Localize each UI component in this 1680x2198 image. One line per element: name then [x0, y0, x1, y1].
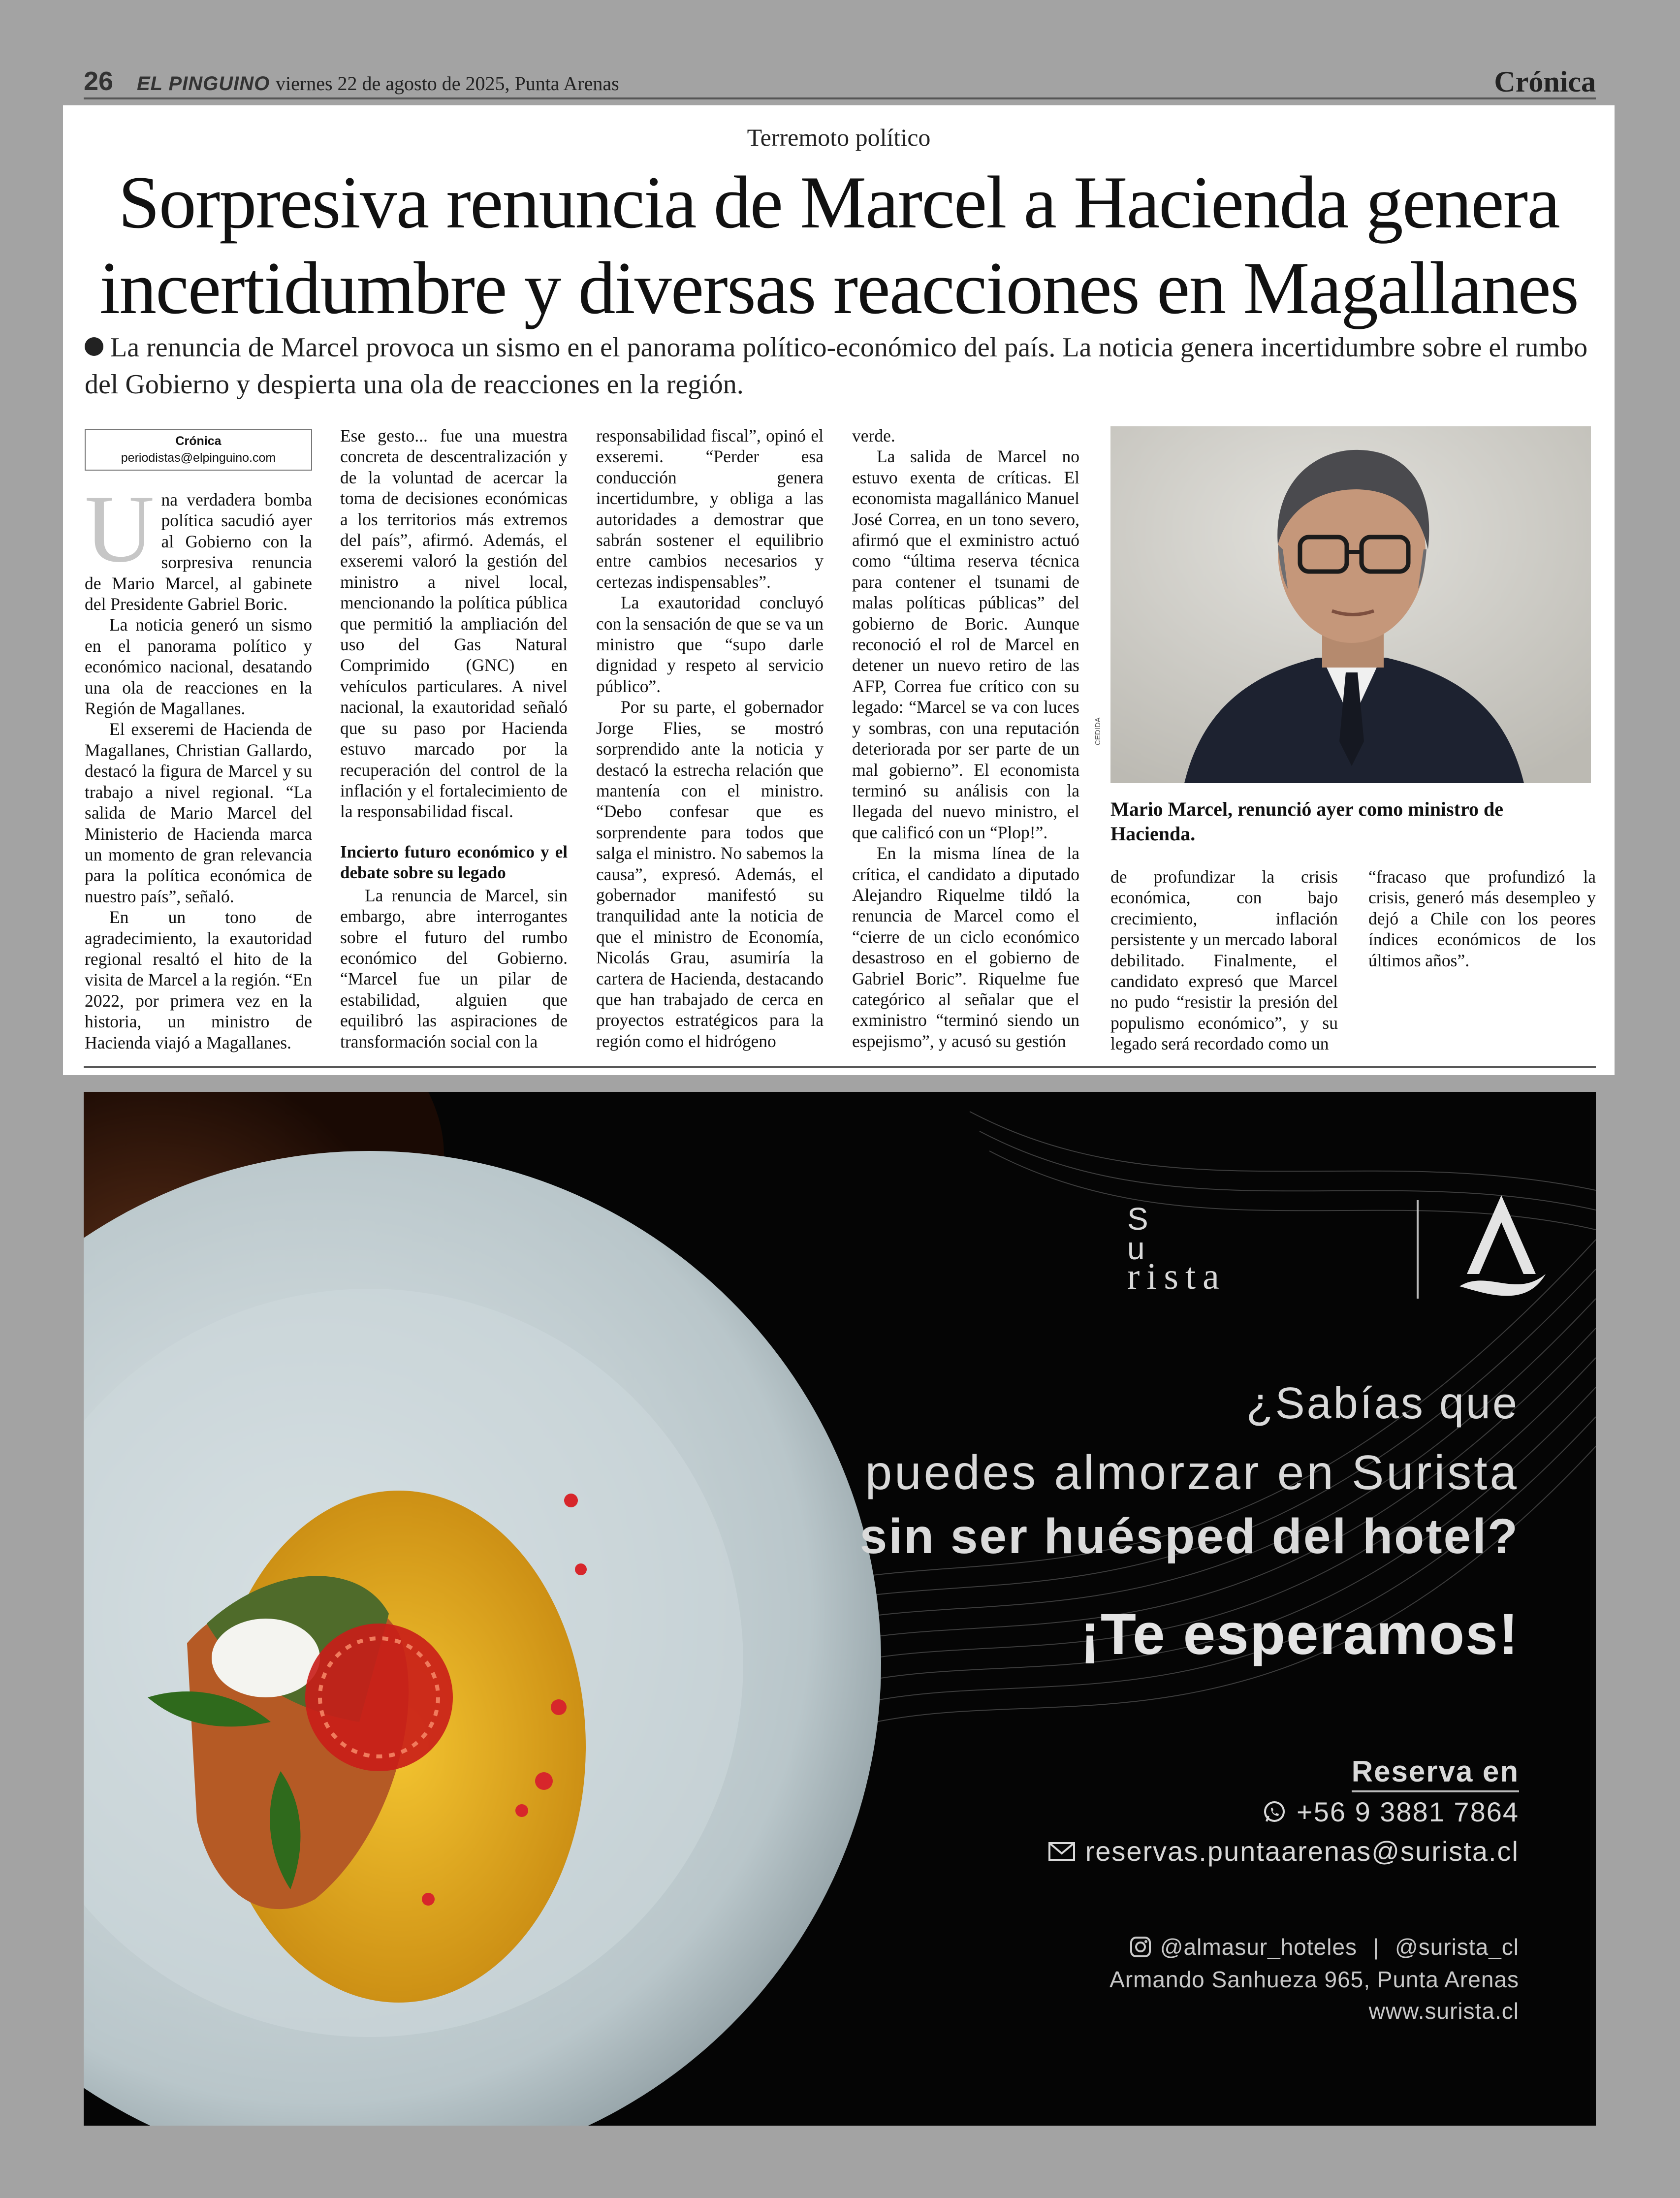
paragraph-text: En un tono de agradecimiento, la exautoridad regional resaltó el hito de la visita de Marcel a la región. “En 2022, por primera vez en la historia, un ministro de Hacienda viajó a Magallanes.: [85, 907, 312, 1052]
paragraph: [85, 476, 312, 614]
paragraph: verde.: [852, 426, 895, 446]
lede: [85, 329, 1591, 403]
paragraph: de profundizar la crisis económica, con bajo crecimiento, inflación persistente y un mercado laboral debilitado. Finalmente, el candidato expresó que Marcel no pudo “resistir la presión del populismo económico”, y su legado será recordado como un: [1110, 867, 1338, 1054]
paragraph: “fracaso que profundizó la crisis, generó más desempleo y dejó a Chile con los peores índices económicos de los últimos años”.: [1368, 867, 1596, 970]
instagram-icon: [1130, 1936, 1151, 1958]
divider: [84, 1066, 1596, 1068]
paragraph: [85, 907, 312, 1053]
ad-question-line: puedes almorzar en Surista: [865, 1445, 1519, 1499]
paragraph: En la misma línea de la crítica, el candidato a diputado Alejandro Riquelme tildó la renuncia de Marcel como el “cierre de un ciclo económico desastroso en el gobierno de Gabriel Boric”. Riquelme fue categórico al señalar que el exministro “terminó siendo un espejismo”, y acusó su gestión: [852, 843, 1079, 1051]
address: Armando Sanhueza 965, Punta Arenas: [1109, 1967, 1519, 1992]
kicker: Terremoto político: [747, 124, 931, 151]
paragraph: El exseremi de Hacienda de Magallanes, Christian Gallardo, destacó la figura de Marcel y su trabajo a nivel regional. “La salida de Mario Marcel del Ministerio de Hacienda marca un momento de gran relevancia para la política económica de nuestro país”, señaló.: [85, 719, 312, 906]
svg-text:rista: rista: [1127, 1256, 1226, 1297]
separator: |: [1373, 1934, 1380, 1960]
headline-line: incertidumbre y diversas reacciones en Magallanes: [99, 247, 1579, 329]
byline-email: periodistas@elpinguino.com: [121, 451, 276, 465]
byline-section: Crónica: [175, 434, 222, 448]
social-handles: [1130, 1934, 1519, 1960]
page-header: [84, 63, 1596, 99]
paragraph: La noticia generó un sismo en el panorama político y económico nacional, desatando una ola de reacciones en la Región de Magallanes.: [85, 615, 312, 719]
reserve-label: Reserva en: [1352, 1754, 1519, 1792]
ad-question-line: ¿Sabías que: [1246, 1379, 1519, 1428]
phone-contact[interactable]: [1262, 1796, 1519, 1828]
instagram-handle[interactable]: @almasur_hoteles: [1160, 1934, 1358, 1960]
lede-text: La renuncia de Marcel provoca un sismo en el panorama político-económico del país. La noticia genera incertidumbre sobre el rumbo del Gobierno y despierta una ola de reacciones en la región.: [85, 332, 1588, 400]
paragraph: La renuncia de Marcel, sin embargo, abre interrogantes sobre el futuro del rumbo económico del Gobierno. “Marcel fue un pilar de estabilidad, alguien que equilibró las aspiraciones de transformación social con la: [340, 885, 568, 1051]
headline-line: Sorpresiva renuncia de Marcel a Hacienda genera: [118, 161, 1559, 244]
paragraph: responsabilidad fiscal”, opinó el exseremi. “Perder esa conducción genera incertidumbre, y obliga a las autoridades a demostrar que sabrán sostener el equilibrio entre cambios necesarios y certezas indispensables”.: [596, 426, 824, 592]
article-column: [596, 425, 824, 1051]
paragraph: Por su parte, el gobernador Jorge Flies, se mostró sorprendido ante la noticia y destacó la estrecha relación que mantenía con el ministro. “Debo confesar que es sorprendente para todos que salga el ministro. No sabemos la causa”, expresó. Además, el gobernador manifestó su tranquilidad ante la noticia de que el ministro de Economía, Nicolás Grau, asumiría la cartera de Hacienda, destacando que han trabajado de cerca en proyectos estratégicos para la región como el hidrógeno: [596, 697, 824, 1051]
headline: [63, 159, 1615, 331]
paragraph-text: na verdadera bomba política sacudió ayer al Gobierno con la sorpresiva renuncia de Mario Marcel, al gabinete del Presidente Gabriel Boric.: [85, 490, 312, 614]
svg-text:u: u: [1127, 1231, 1148, 1266]
svg-text:S: S: [1127, 1201, 1151, 1237]
dateline: viernes 22 de agosto de 2025, Punta Arenas: [276, 72, 619, 95]
website-link[interactable]: www.surista.cl: [1368, 1998, 1519, 2024]
subheading: Incierto futuro económico y el debate sobre su legado: [340, 842, 568, 882]
surista-advertisement: [84, 1092, 1596, 2126]
poached-egg: [212, 1619, 320, 1697]
article-column: [1368, 866, 1596, 971]
photo-caption: Mario Marcel, renunció ayer como ministro de Hacienda.: [1110, 798, 1503, 845]
email-contact[interactable]: [1048, 1835, 1519, 1867]
portrait-illustration: [1110, 426, 1591, 783]
surista-logo-mark: [1112, 1176, 1565, 1323]
article-column: [85, 429, 312, 1053]
ad-welcome: ¡Te esperamos!: [1080, 1602, 1519, 1667]
paragraph: La exautoridad concluyó con la sensación de que se va un ministro que “supo darle dignidad y respeto al servicio público”.: [596, 593, 824, 696]
red-crisp: [305, 1624, 453, 1771]
ad-question-line: sin ser huésped del hotel?: [859, 1509, 1519, 1564]
byline-box: [85, 429, 312, 471]
article-column: [340, 425, 568, 1052]
email-address: reservas.puntaarenas@surista.cl: [1085, 1836, 1519, 1867]
article: [63, 105, 1615, 1075]
paragraph: Ese gesto... fue una muestra concreta de descentralización y de la voluntad de acercar la toma de decisiones económicas a los territorios más extremos del país”, afirmó. Además, el exseremi valoró la gestión del ministro a nivel local, mencionando la política pública que permitió la ampliación del uso del Gas Natural Comprimido (GNC) en vehículos particulares. A nivel nacional, la exautoridad señaló que su paso por Hacienda estuvo marcado por la recuperación del control de la inflación y el fortalecimiento de la responsabilidad fiscal.: [340, 426, 568, 822]
drop-cap: U: [85, 476, 155, 582]
portrait-photo: [1110, 426, 1591, 783]
article-column: [852, 425, 1079, 1051]
page-number: 26: [84, 66, 114, 96]
surista-logo: [1112, 1176, 1565, 1323]
mail-icon: [1048, 1841, 1076, 1862]
paragraph: La salida de Marcel no estuvo exenta de críticas. El economista magallánico Manuel José Correa, en un tono severo, afirmó que el exministro actuó como “última reserva técnica para contener el tsunami de malas políticas públicas” del gobierno de Boric. Aunque reconoció el rol de Marcel en detener un nuevo retiro de las AFP, Correa fue crítico con su legado: “Marcel se va con luces y sombras, con una reputación deteriorada por ser parte de un mal gobierno”. El economista terminó su análisis con la llegada del nuevo ministro, el que calificó con un “Plop!”.: [852, 446, 1079, 842]
newspaper-brand: EL PINGUINO: [137, 73, 270, 95]
photo-credit: CEDIDA: [1094, 717, 1102, 745]
article-column: [1110, 866, 1338, 1054]
section-name: Crónica: [1494, 65, 1596, 98]
bullet-icon: [85, 337, 103, 356]
whatsapp-icon: [1262, 1800, 1287, 1824]
phone-number: +56 9 3881 7864: [1297, 1796, 1519, 1827]
instagram-handle[interactable]: @surista_cl: [1395, 1934, 1519, 1960]
